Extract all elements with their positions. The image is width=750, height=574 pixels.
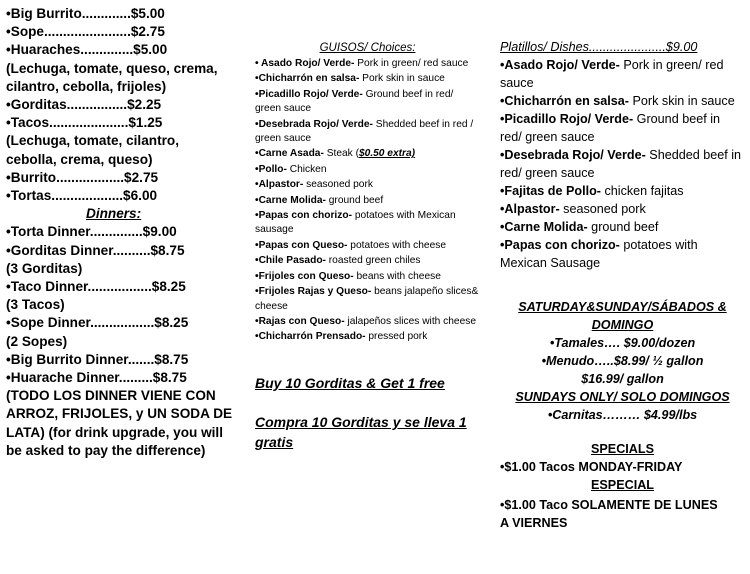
list-item	[255, 147, 480, 161]
list-item	[255, 72, 480, 86]
list-item	[500, 110, 745, 146]
item-name: •Picadillo Rojo/ Verde-	[500, 112, 634, 126]
item-description: Pork skin in sauce	[359, 73, 445, 85]
list-item	[255, 315, 480, 329]
item-description: ground beef	[325, 194, 384, 206]
item-description: seasoned pork	[559, 202, 646, 216]
item-name: •Carne Molida-	[255, 194, 326, 206]
dinner-note: (TODO LOS DINNER VIENE CON ARROZ, FRIJOLES, y UN SODA DE LATA) (for drink upgrade, you will be asked to pay the difference)	[6, 388, 233, 458]
list-item	[500, 146, 745, 182]
specials-header: SPECIALS	[591, 442, 654, 456]
promo-spanish: Compra 10 Gorditas y se lleva 1 gratis	[255, 413, 467, 450]
list-item	[255, 88, 480, 117]
item-description: roasted green chiles	[325, 255, 421, 267]
item-name: •Frijoles con Queso-	[255, 270, 354, 282]
item-name: •Chicharrón Prensado-	[255, 331, 366, 343]
menu-line: •Huarache Dinner.........$8.75	[6, 370, 187, 386]
menu-line: cebolla, crema, queso)	[6, 151, 153, 167]
item-name: •Picadillo Rojo/ Verde-	[255, 88, 363, 100]
menu-line: •Gorditas................$2.25	[6, 97, 162, 113]
item-description: Ground beef in red/ green sauce	[255, 88, 454, 115]
item-name: •Carne Asada-	[255, 148, 324, 160]
menu-line: •Tacos.....................$1.25	[6, 115, 163, 131]
dishes-list	[500, 56, 745, 272]
item-description: seasoned pork	[303, 179, 373, 191]
menu-line: cilantro, cebolla, frijoles)	[6, 78, 167, 94]
item-name: •Pollo-	[255, 163, 287, 175]
dinners-header: Dinners:	[86, 206, 142, 222]
sundays-header: SUNDAYS ONLY/ SOLO DOMINGOS	[515, 390, 730, 404]
item-name: •Desebrada Rojo/ Verde-	[255, 118, 373, 130]
item-name: •Desebrada Rojo/ Verde-	[500, 148, 646, 162]
item-description: Steak (	[323, 148, 359, 160]
list-item	[255, 209, 480, 238]
menu-line: •Torta Dinner..............$9.00	[6, 224, 177, 240]
menu-line: (Lechuga, tomate, queso, crema,	[6, 60, 218, 76]
menu-line: •Huaraches..............$5.00	[6, 42, 168, 58]
item-description: Pork in green/ red sauce	[500, 58, 724, 90]
item-name: •Chile Pasado-	[255, 255, 326, 267]
item-name: •Chicharrón en salsa-	[255, 73, 360, 85]
list-item	[500, 92, 745, 110]
menu-line: •Big Burrito.............$5.00	[6, 6, 165, 21]
menu-prices-column	[6, 5, 246, 460]
list-item	[255, 330, 480, 344]
menu-line: •Burrito..................$2.75	[6, 169, 159, 185]
list-item	[255, 254, 480, 268]
menudo-gallon-line: $16.99/ gallon	[581, 372, 664, 386]
item-description: Pork in green/ red sauce	[354, 58, 469, 69]
tamales-line: •Tamales…. $9.00/dozen	[549, 336, 696, 350]
menu-line: (3 Gorditas)	[6, 260, 83, 276]
guisos-column	[255, 40, 480, 452]
special-line: •$1.00 Taco SOLAMENTE DE LUNES A VIERNES	[500, 498, 718, 530]
list-item	[500, 236, 745, 272]
item-description: chicken fajitas	[600, 184, 684, 198]
list-item	[500, 56, 745, 92]
list-item	[500, 200, 745, 218]
item-name: •Chicharrón en salsa-	[500, 94, 629, 108]
special-line: •$1.00 Tacos MONDAY-FRIDAY	[500, 460, 683, 474]
item-description: Pork skin in sauce	[629, 94, 735, 108]
list-item	[255, 194, 480, 208]
menu-line: (3 Tacos)	[6, 297, 65, 313]
item-description: Shedded beef in red / green sauce	[255, 118, 474, 145]
item-name: •Fajitas de Pollo-	[500, 184, 601, 198]
item-name: •Carne Molida-	[500, 220, 588, 234]
item-description: beans with cheese	[353, 270, 441, 282]
menu-line: (2 Sopes)	[6, 333, 68, 349]
item-description: Chicken	[286, 163, 327, 175]
item-description: potatoes with Mexican Sausage	[500, 238, 698, 270]
item-description: Shedded beef in red/ green sauce	[500, 148, 742, 180]
menu-line: •Taco Dinner.................$8.25	[6, 279, 186, 295]
list-item	[255, 178, 480, 192]
list-item	[255, 163, 480, 177]
list-item	[255, 118, 480, 147]
item-name: •Papas con chorizo-	[500, 238, 620, 252]
list-item	[500, 218, 745, 236]
item-name: •Papas con chorizo-	[255, 210, 352, 222]
menu-line: (Lechuga, tomate, cilantro,	[6, 133, 179, 149]
menu-line: •Gorditas Dinner..........$8.75	[6, 242, 185, 258]
guisos-list	[255, 57, 480, 345]
menu-line: •Sope Dinner.................$8.25	[6, 315, 189, 331]
item-name: •Alpastor-	[255, 179, 304, 191]
dishes-header: Platillos/ Dishes......................$9.00	[500, 40, 698, 54]
menu-line: •Big Burrito Dinner.......$8.75	[6, 351, 189, 367]
list-item	[255, 270, 480, 284]
item-description: potatoes with Mexican sausage	[255, 210, 456, 236]
guisos-header: GUISOS/ Choices:	[319, 42, 416, 54]
item-description: beans jalapeño slices& cheese	[255, 286, 479, 312]
list-item	[500, 182, 745, 200]
item-name: •Frijoles Rajas y Queso-	[255, 286, 372, 298]
item-description: potatoes with cheese	[347, 239, 446, 251]
item-description: jalapeños slices with cheese	[344, 315, 477, 327]
menu-line: •Tortas...................$6.00	[6, 188, 158, 204]
dishes-column	[500, 38, 745, 532]
item-description: ground beef	[587, 220, 659, 234]
list-item	[255, 239, 480, 253]
item-name: •Rajas con Queso-	[255, 315, 345, 327]
weekend-header: SATURDAY&SUNDAY/SÁBADOS &	[518, 300, 727, 314]
item-name: • Asado Rojo/ Verde-	[255, 58, 355, 69]
item-name: •Papas con Queso-	[255, 239, 348, 251]
menudo-line: •Menudo…..$8.99/ ½ gallon	[541, 354, 704, 368]
item-name: •Asado Rojo/ Verde-	[500, 58, 620, 72]
list-item	[255, 57, 480, 71]
weekend-header-2: DOMINGO	[591, 318, 654, 332]
especial-header: ESPECIAL	[591, 478, 654, 492]
carnitas-line: •Carnitas……… $4.99/lbs	[547, 408, 698, 422]
item-description: Ground beef in red/ green sauce	[500, 112, 721, 144]
item-name: •Alpastor-	[500, 202, 560, 216]
menu-line: •Sope.......................$2.75	[6, 24, 165, 40]
list-item	[255, 285, 480, 314]
item-extra: $0.50 extra)	[358, 148, 416, 160]
promo-english: Buy 10 Gorditas & Get 1 free	[255, 374, 445, 391]
item-description: pressed pork	[365, 331, 428, 343]
